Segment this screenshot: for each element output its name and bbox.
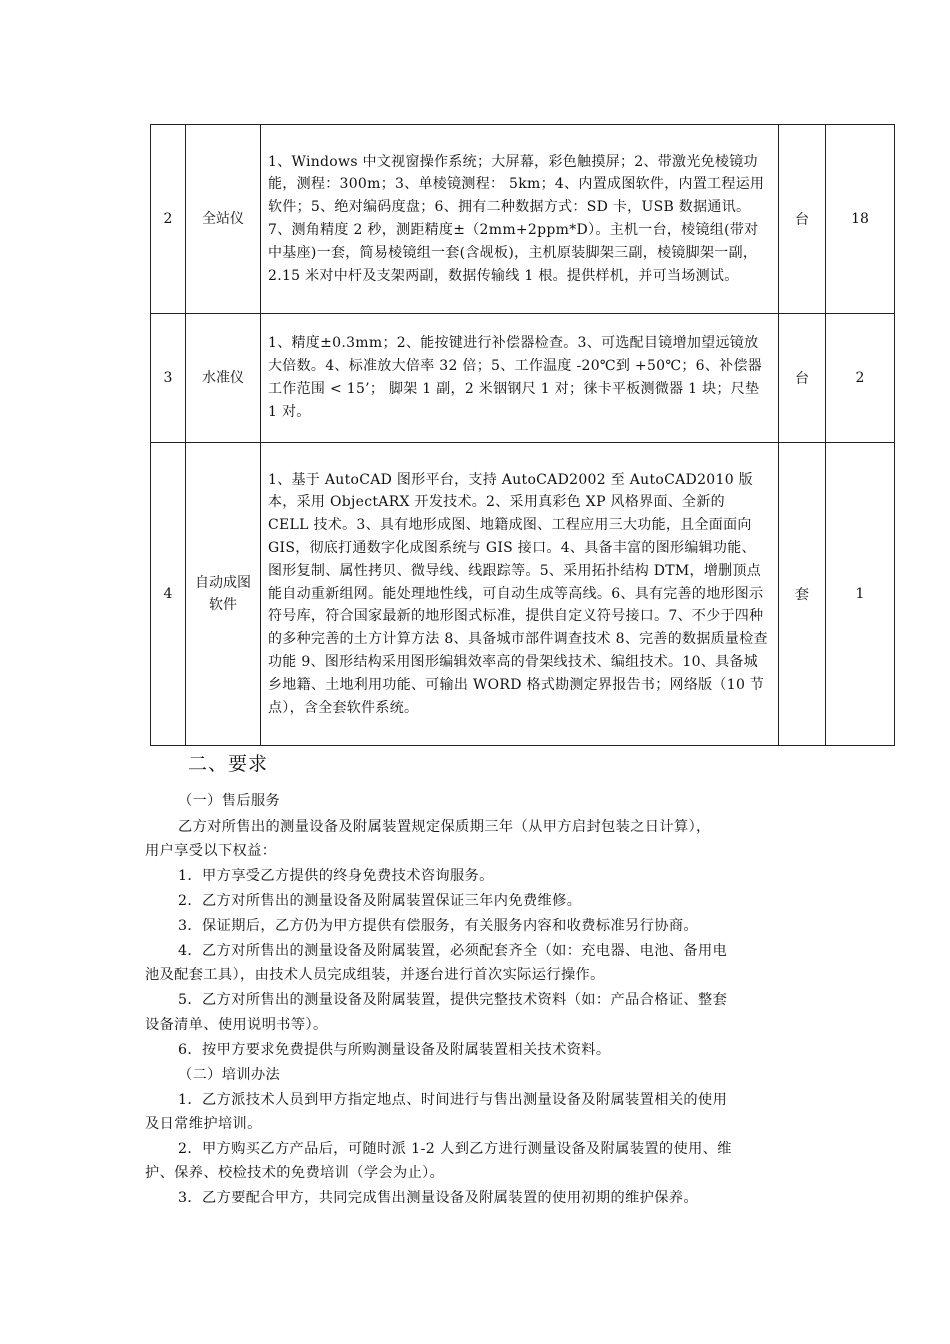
item-unit: 台 (779, 125, 826, 314)
item-quantity: 2 (826, 314, 895, 443)
list-item: 6．按甲方要求免费提供与所购测量设备及附属装置相关技术资料。 (178, 1042, 611, 1058)
table-row (151, 443, 895, 746)
list-item-continuation: 护、保养、校检技术的免费培训（学会为止）。 (145, 1165, 445, 1181)
item-description: 1、精度±0.3mm；2、能按键进行补偿器检查。3、可选配目镜增加望远镜放大倍数。4、标准放大倍率 32 倍；5、工作温度 -20℃到 +50℃；6、补偿器工作范围 < 15’； 脚架 1 副，2 米铟钢尺 1 对；徕卡平板测微器 1 块；尺垫 1 对。 (261, 314, 779, 443)
item-description: 1、基于 AutoCAD 图形平台，支持 AutoCAD2002 至 AutoCAD2010 版本，采用 ObjectARX 开发技术。2、采用真彩色 XP 风格界面、全新的 CELL 技术。3、具有地形成图、地籍成图、工程应用三大功能，且全面面向 GIS，彻底打通数字化成图系统与 GIS 接口。4、具备丰富的图形编辑功能、图形复制、属性拷贝、微导线、线跟踪等。5、采用拓扑结构 DTM，增删顶点能自动重新组网。能处理地性线，可自动生成等高线。6、具有完善的地形图示符号库，符合国家最新的地形图式标准，提供自定义符号接口。7、不少于四种的多种完善的土方计算方法 8、具备城市部件调查技术 8、完善的数据质量检查功能 9、图形结构采用图形编辑效率高的骨架线技术、编组技术。10、具备城乡地籍、土地利用功能、可输出 WORD 格式勘测定界报告书；网络版（10 节点），含全套软件系统。 (261, 443, 779, 746)
item-description: 1、Windows 中文视窗操作系统；大屏幕，彩色触摸屏；2、带激光免棱镜功能，测程：300m；3、单棱镜测程： 5km；4、内置成图软件，内置工程运用软件；5、绝对编码度盘；6、拥有二种数据方式：SD 卡，USB 数据通讯。7、测角精度 2 秒，测距精度±（2mm+2ppm*D）。主机一台，棱镜组(带对中基座)一套，简易棱镜组一套(含觇板)，主机原装脚架三副，棱镜脚架一副，2.15 米对中杆及支架两副，数据传输线 1 根。提供样机，并可当场测试。 (261, 125, 779, 314)
equipment-table (150, 124, 895, 746)
row-number: 4 (151, 443, 186, 746)
section-heading: 二、要求 (188, 753, 269, 775)
subsection-title-training: （二）培训办法 (178, 1067, 281, 1083)
list-item: 2．甲方购买乙方产品后，可随时派 1-2 人到乙方进行测量设备及附属装置的使用、维 (178, 1141, 732, 1157)
list-item-continuation: 池及配套工具），由技术人员完成组装，并逐台进行首次实际运行操作。 (145, 967, 605, 983)
list-item-continuation: 及日常维护培训。 (145, 1116, 262, 1132)
paragraph-line: 用户享受以下权益： (145, 843, 277, 859)
subsection-title-after-sales: （一）售后服务 (178, 793, 281, 809)
list-item: 1．甲方享受乙方提供的终身免费技术咨询服务。 (178, 868, 494, 884)
row-number: 2 (151, 125, 186, 314)
item-name: 自动成图软件 (186, 443, 261, 746)
paragraph-line: 乙方对所售出的测量设备及附属装置规定保质期三年（从甲方启封包装之日计算）， (178, 819, 711, 835)
item-quantity: 18 (826, 125, 895, 314)
list-item: 2．乙方对所售出的测量设备及附属装置保证三年内免费维修。 (178, 893, 582, 909)
list-item: 1．乙方派技术人员到甲方指定地点、时间进行与售出测量设备及附属装置相关的使用 (178, 1092, 728, 1108)
item-name: 全站仪 (186, 125, 261, 314)
list-item: 4．乙方对所售出的测量设备及附属装置，必须配套齐全（如：充电器、电池、备用电 (178, 943, 728, 959)
item-name: 水准仪 (186, 314, 261, 443)
table-row (151, 125, 895, 314)
list-item: 3．乙方要配合甲方，共同完成售出测量设备及附属装置的使用初期的维护保养。 (178, 1190, 698, 1206)
list-item: 5．乙方对所售出的测量设备及附属装置，提供完整技术资料（如：产品合格证、整套 (178, 992, 728, 1008)
list-item-continuation: 设备清单、使用说明书等）。 (145, 1017, 328, 1033)
table-row (151, 314, 895, 443)
item-quantity: 1 (826, 443, 895, 746)
item-unit: 套 (779, 443, 826, 746)
list-item: 3．保证期后，乙方仍为甲方提供有偿服务，有关服务内容和收费标准另行协商。 (178, 918, 698, 934)
row-number: 3 (151, 314, 186, 443)
item-unit: 台 (779, 314, 826, 443)
